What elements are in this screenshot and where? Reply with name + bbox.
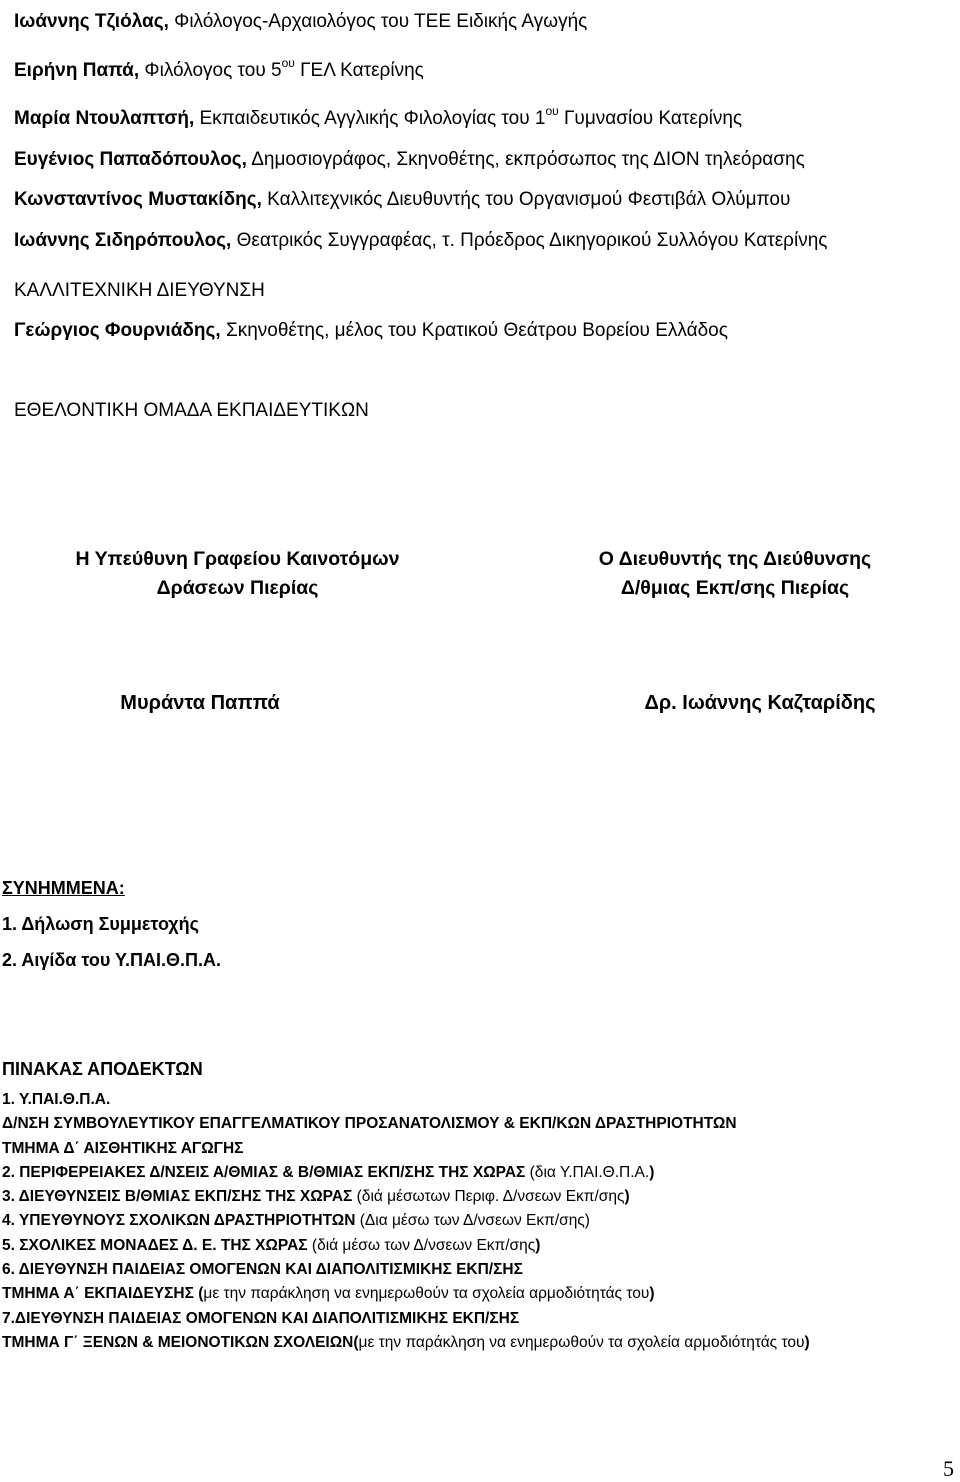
committee-member: Ευγένιος Παπαδόπουλος, Δημοσιογράφος, Σκηνοθέτης, εκπρόσωπος της ΔΙΟΝ τηλεόρασης (14, 148, 805, 170)
signature-right-title: Ο Διευθυντής της Διεύθυνσης Δ/θμιας Εκπ/σης Πιερίας (598, 548, 872, 599)
attachment-item: 2. Αιγίδα του Υ.ΠΑΙ.Θ.Π.Α. (2, 950, 222, 970)
committee-member: Κωνσταντίνος Μυστακίδης, Καλλιτεχνικός Διευθυντής του Οργανισμού Φεστιβάλ Ολύμπου (14, 189, 791, 210)
committee-member: Μαρία Ντουλαπτσή, Εκπαιδευτικός Αγγλικής Φιλολογίας του $1^{o\upsilon}$ Γυμνασίου Κατερίνης (14, 104, 743, 129)
committee-member: Ειρήνη Παπά, Φιλόλογος του $5^{o\upsilon}$ ΓΕΛ Κατερίνης (14, 55, 424, 81)
page-number: 5 (943, 1456, 954, 1481)
attachments (2, 870, 221, 978)
committee-list (14, 2, 827, 261)
signature-left-name: Μυράντα Παππά (120, 692, 280, 714)
attachments-title: ΣΥΝΗΜΜΕΝΑ: (2, 878, 125, 898)
artistic-direction-title: ΚΑΛΛΙΤΕΧΝΙΚΗ ΔΙΕΥΘΥΝΣΗ (14, 280, 265, 301)
recipients-list: 1. Υ.ΠΑΙ.Θ.Π.Α. Δ/ΝΣΗ ΣΥΜΒΟΥΛΕΥΤΙΚΟΥ ΕΠΑΓΓΕΛΜΑΤΙΚΟΥ ΠΡΟΣΑΝΑΤΟΛΙΣΜΟΥ & ΕΚΠ/ΚΩΝ ΔΡΑΣΤΗΡΙΟΤΗΤΩΝ ΤΜΗΜΑ Δ΄ ΑΙΣΘΗΤΙΚΗΣ ΑΓΩΓΗΣ 2. ΠΕΡΙΦΕΡΕΙΑΚΕΣ Δ/ΝΣΕΙΣ Α/ΘΜΙΑΣ & Β/ΘΜΙΑΣ ΕΚΠ/ΣΗΣ ΤΗΣ ΧΩΡΑΣ (δια Υ.ΠΑΙ.Θ.Π.Α.) 3. ΔΙΕΥΘΥΝΣΕΙΣ Β/ΘΜΙΑΣ ΕΚΠ/ΣΗΣ ΤΗΣ ΧΩΡΑΣ (διά μέσωτων Περιφ. Δ/νσεων Εκπ/σης) 4. ΥΠΕΥΘΥΝΟΥΣ ΣΧΟΛΙΚΩΝ ΔΡΑΣΤΗΡΙΟΤΗΤΩΝ (Δια μέσω των Δ/νσεων Εκπ/σης) 5. ΣΧΟΛΙΚΕΣ ΜΟΝΑΔΕΣ Δ. Ε. ΤΗΣ ΧΩΡΑΣ (διά μέσω των Δ/νσεων Εκπ/σης) 6. ΔΙΕΥΘΥΝΣΗ ΠΑΙΔΕΙΑΣ ΟΜΟΓΕΝΩΝ ΚΑΙ ΔΙΑΠΟΛΙΤΙΣΜΙΚΗΣ ΕΚΠ/ΣΗΣ ΤΜΗΜΑ Α΄ ΕΚΠΑΙΔΕΥΣΗΣ (με την παράκληση να ενημερωθούν τα σχολεία αρμοδιότητάς του) 7.ΔΙΕΥΘΥΝΣΗ ΠΑΙΔΕΙΑΣ ΟΜΟΓΕΝΩΝ ΚΑΙ ΔΙΑΠΟΛΙΤΙΣΜΙΚΗΣ ΕΚΠ/ΣΗΣ ΤΜΗΜΑ Γ΄ ΞΕΝΩΝ & ΜΕΙΟΝΟΤΙΚΩΝ ΣΧΟΛΕΙΩΝ(με την παράκληση να ενημερωθούν τα σχολεία αρμοδιότητάς του) (2, 1091, 810, 1351)
volunteer-team-title: ΕΘΕΛΟΝΤΙΚΗ ΟΜΑΔΑ ΕΚΠΑΙΔΕΥΤΙΚΩΝ (14, 400, 369, 421)
attachment-item: 1. Δήλωση Συμμετοχής (2, 914, 200, 934)
signature-right-name: Δρ. Ιωάννης Καζταρίδης (644, 692, 876, 714)
recipients-title: ΠΙΝΑΚΑΣ ΑΠΟΔΕΚΤΩΝ (2, 1059, 203, 1079)
committee-member: Ιωάννης Σιδηρόπουλος, Θεατρικός Συγγραφέας, τ. Πρόεδρος Δικηγορικού Συλλόγου Κατερίνης (14, 229, 828, 251)
signature-left-title: Η Υπεύθυνη Γραφείου Καινοτόμων Δράσεων Πιερίας (75, 548, 400, 599)
artistic-director: Γεώργιος Φουρνιάδης, Σκηνοθέτης, μέλος του Κρατικού Θεάτρου Βορείου Ελλάδος (14, 320, 728, 341)
committee-member: Ιωάννης Τζιόλας, Φιλόλογος-Αρχαιολόγος του ΤΕΕ Ειδικής Αγωγής (14, 11, 588, 32)
